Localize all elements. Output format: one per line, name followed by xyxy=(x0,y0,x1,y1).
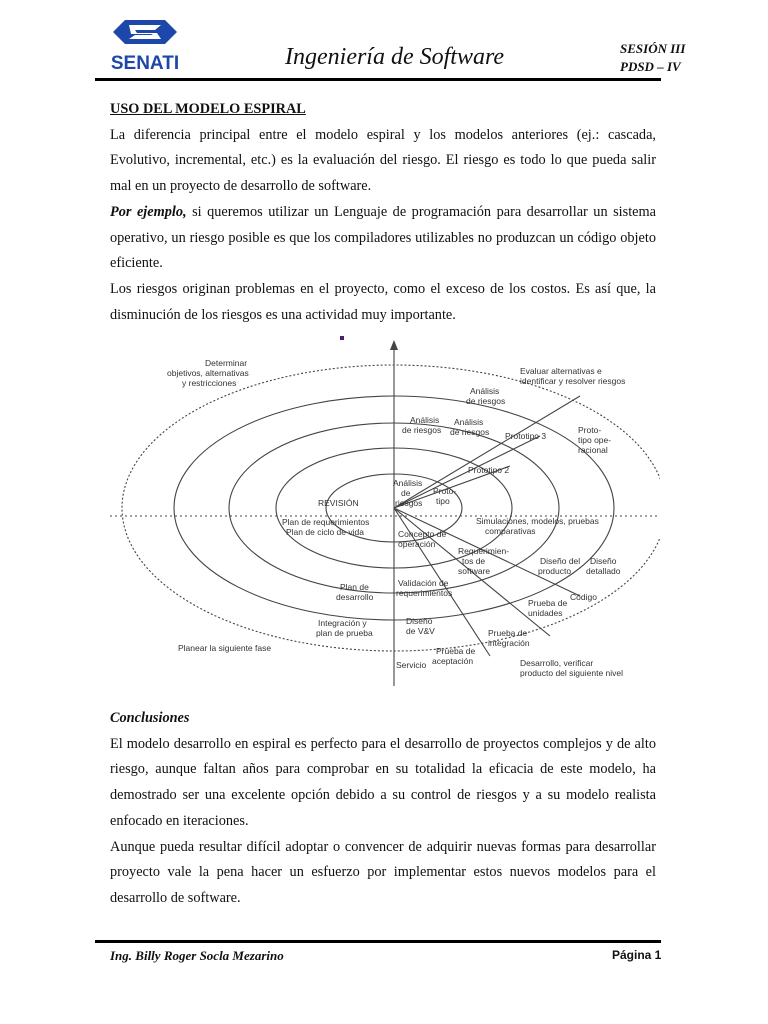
label-concepto-operacion: Concepto de operación xyxy=(398,529,447,549)
label-integracion: Integración y plan de prueba xyxy=(316,618,373,638)
label-prototipo-1: Proto- tipo xyxy=(433,486,457,506)
page-number: Página 1 xyxy=(612,948,662,962)
conclusions-title: Conclusiones xyxy=(110,710,190,726)
label-diseno-vv: Diseño de V&V xyxy=(406,616,435,636)
label-prueba-aceptacion: Prueba de aceptación xyxy=(432,646,476,666)
course-line: PDSD – IV xyxy=(620,59,681,74)
label-validacion: Validación de requerimientos xyxy=(396,578,453,598)
document-title: Ingeniería de Software xyxy=(285,44,505,70)
paragraph: Aunque pueda resultar difícil adoptar o convencer de adquirir nuevas formas para desarrollar proyecto vale la pena hacer un esfuerzo por implementar estos nuevos modelos para el desarrollo de software. xyxy=(110,838,656,906)
label-codigo: Código xyxy=(570,592,597,602)
label-simulaciones: Simulaciones, modelos, pruebas comparativas xyxy=(476,516,599,536)
footer-author: Ing. Billy Roger Socla Mezarino xyxy=(110,948,284,963)
label-servicio: Servicio xyxy=(396,660,427,670)
label-revision: REVISIÓN xyxy=(318,498,359,508)
label-desarrollo-verificar: Desarrollo, verificar producto del siguiente nivel xyxy=(520,658,624,678)
label-prueba-integracion: Prueba de integración xyxy=(488,628,530,648)
marker-dot xyxy=(340,336,344,340)
label-analisis-riesgos: Análisis de riesgos xyxy=(450,417,490,437)
senati-logo xyxy=(95,14,195,76)
paragraph xyxy=(110,200,656,277)
label-prototipo-operacional: Proto- tipo ope- racional xyxy=(578,425,612,455)
logo-text: SENATI xyxy=(110,53,180,74)
page-header xyxy=(95,14,695,76)
label-analisis-riesgos: Análisis de riesgos xyxy=(402,415,442,435)
header-rule xyxy=(95,78,661,81)
footer-rule xyxy=(95,940,661,943)
label-diseno-producto: Diseño del producto xyxy=(538,556,581,576)
label-evaluar: Evaluar alternativas e identificar y resolver riesgos xyxy=(520,366,626,386)
label-prueba-unidades: Prueba de unidades xyxy=(528,598,568,618)
section-heading: USO DEL MODELO ESPIRAL xyxy=(110,101,306,117)
paragraph: La diferencia principal entre el modelo espiral y los modelos anteriores (ej.: cascada, Evolutivo, incremental, etc.) es la evaluación del riesgo. El riesgo es todo lo que pueda salir mal en un proyecto de desarrollo de software. xyxy=(110,126,656,195)
label-plan-requerimientos: Plan de requerimientos Plan de ciclo de vida xyxy=(282,517,370,537)
label-requerimientos-software: Requerimien- tos de software xyxy=(458,546,510,576)
emphasis-text: Por ejemplo, xyxy=(110,203,187,220)
paragraph-text: si queremos utilizar un Lenguaje de programación para desarrollar un sistema operativo, un riesgo posible es que los compiladores utilizables no produzcan un código objeto eficiente. xyxy=(110,203,656,272)
main-text xyxy=(110,97,656,328)
label-analisis-riesgos: Análisis de riesgos xyxy=(466,386,506,406)
label-prototipo-3: Prototipo 3 xyxy=(505,431,547,441)
label-determinar: Determinar objetivos, alternativas y restricciones xyxy=(167,358,249,388)
spiral-ring xyxy=(122,365,660,651)
label-plan-desarrollo: Plan de desarrollo xyxy=(336,582,374,602)
axis-arrow xyxy=(390,340,398,350)
conclusions-section xyxy=(110,706,656,912)
session-info xyxy=(620,40,685,76)
paragraph: Los riesgos originan problemas en el proyecto, como el exceso de los costos. Es así que, la disminución de los riesgos es una actividad muy importante. xyxy=(110,280,656,323)
label-analisis-riesgos: Análisis de riesgos xyxy=(393,478,423,508)
paragraph: El modelo desarrollo en espiral es perfecto para el desarrollo de proyectos complejos y de alto riesgo, aunque faltan años para comprobar en su totalidad la eficacia de este modelo, ha demostrado ser una excelente opción debido a su control de riesgos y a su modelo realista enfocado en iteraciones. xyxy=(110,735,656,829)
label-prototipo-2: Prototipo 2 xyxy=(468,465,510,475)
spiral-model-diagram xyxy=(110,336,660,696)
session-line: SESIÓN III xyxy=(620,41,686,56)
label-diseno-detallado: Diseño detallado xyxy=(586,556,621,576)
label-planear: Planear la siguiente fase xyxy=(178,643,272,653)
